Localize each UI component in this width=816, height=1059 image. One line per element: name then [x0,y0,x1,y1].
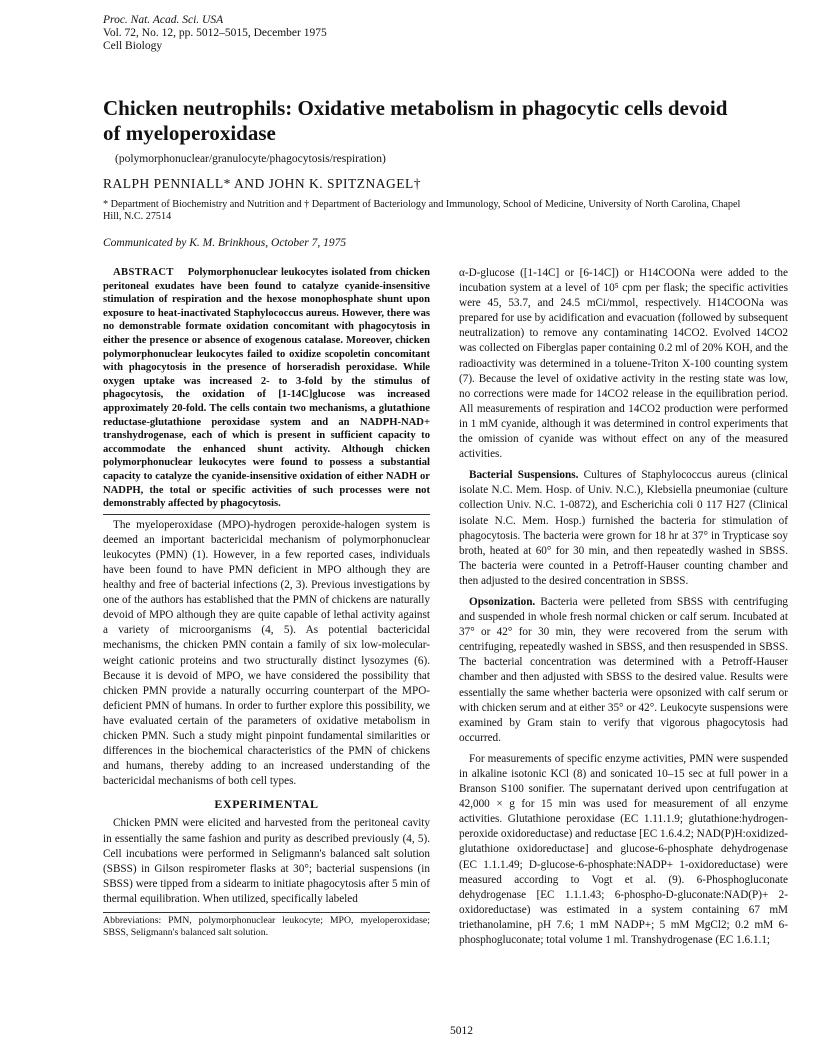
left-column [103,266,430,939]
abstract-divider [103,514,430,515]
abstract-text: Polymorphonuclear leukocytes isolated from chicken peritoneal exudates have been found to catalyze cyanide-insensitive stimulation of respiration and the hexose monophosphate shunt upon exposure to heat-inactivated Staphylococcus aureus. However, there was no demonstrable formate oxidation concomitant with phagocytosis in either the presence or absence of exogenous catalase. Moreover, chicken polymorphonuclear leukocytes failed to oxidize scopoletin concomitant with phagocytosis in the presence of horseradish peroxidase. While oxygen uptake was increased 2- to 3-fold by the stimulus of phagocytosis, the oxidation of [1-14C]glucose was increased approximately 20-fold. The cells contain two mechanisms, a glutathione reductase-glutathione peroxidase system and an NADPH-NAD+ transhydrogenase, each of which is present in sufficient capacity to accommodate the enhanced shunt activity. Although chicken polymorphonuclear leukocytes were found to possess a substantial capacity to catalyze the cyanide-insensitive oxidation of either NADH or NADPH, the total or specific activities of such processes were not demonstrably affected by phagocytosis. [103,267,430,510]
opsonization-text: Bacteria were pelleted from SBSS with centrifuging and suspended in whole fresh normal chicken or calf serum. Incubated at 37° or 42° for 30 min, they were recovered from the serum with centrifuging, repeatedly washed in SBSS, and then resuspended in SBSS. The bacterial concentration was determined with a Petroff-Hauser chamber and then adjusted with SBSS to the desired value. Results were essentially the same whether bacteria were opsonized with calf serum or with chicken serum and at either 35° or 42°. Leukocyte suspensions were examined by Gram stain to verify that vigorous phagocytosis had occurred. [459,595,789,744]
journal-header [103,14,327,53]
abstract [103,266,430,511]
article-title: Chicken neutrophils: Oxidative metabolism in phagocytic cells devoid of myeloperoxidase [103,96,728,145]
journal-name: Proc. Nat. Acad. Sci. USA [103,14,224,26]
experimental-heading: EXPERIMENTAL [214,797,319,812]
abbreviations-footnote: Abbreviations: PMN, polymorphonuclear leukocyte; MPO, myeloperoxidase; SBSS, Seligmann's balanced salt solution. [103,912,430,939]
journal-volume: Vol. 72, No. 12, pp. 5012–5015, December 1975 [103,27,327,39]
affiliation: * Department of Biochemistry and Nutrition and † Department of Bacteriology and Immunology, School of Medicine, University of North Carolina, Chapel Hill, N.C. 27514 [103,199,741,222]
opsonization-paragraph [459,595,788,746]
experimental-paragraph: Chicken PMN were elicited and harvested from the peritoneal cavity in essentially the same fashion and purity as described previously (4, 5). Cell incubations were performed in Seligmann's balanced salt solution (SBSS) in Gilson respirometer flasks at 30°; bacterial suspensions (in SBSS) were tipped from a sidearm to initiate phagocytosis after 5 min of thermal equilibration. When utilized, specifically labeled [103,817,430,905]
bacterial-suspensions-heading: Bacterial Suspensions. [469,469,579,482]
labeling-paragraph: α-D-glucose ([1-14C] or [6-14C]) or H14COONa were added to the incubation system at a level of 10⁵ cpm per flask; the specific activities were 45, 53.7, and 24.5 mCi/mmol, respectively. H14COONa was prepared for use by acidification and evacuation (followed by subsequent neutralization) to remove any contaminating 14CO2. Evolved 14CO2 was collected on Fiberglas paper containing 0.2 ml of 20% KOH, and the radioactivity was determined in a toluene-Triton X-100 counting system (7). Because the level of oxidative activity in the resting state was low, no corrections were made for 14CO2 release in the equilibration period. All measurements of respiration and 14CO2 production were performed in 1 mM cyanide, although it was determined in control experiments that the omission of cyanide was without effect on any of the measured activities. [459,267,788,461]
intro-paragraph: The myeloperoxidase (MPO)-hydrogen peroxide-halogen system is deemed an important bactericidal mechanism of polymorphonuclear leukocytes (PMN) (1). However, in a few reported cases, individuals have been found to have PMN deficient in MPO although they are healthy and free of bacterial infections (2, 3). Previous investigations by one of the authors has established that the PMN of chickens are naturally devoid of MPO although they are quite capable of lethal activity against a variety of microorganisms (4, 5). As potential bactericidal mechanisms, the chicken PMN contain a family of six low-molecular-weight cationic proteins and two structurally distinct lysozymes (6). Because it is devoid of MPO, we have considered the possibility that chicken PMN provide a naturally occurring counterpart of the MPO-deficient PMN of humans. In order to further explore this possibility, we have evaluated certain of the parameters of oxidative metabolism in chicken PMN. Such a study might pinpoint fundamental similarities or differences in the biochemical characteristics of the PMN of chickens and humans, thereby adding to an increased understanding of the bactericidal mechanisms of both cell types. [103,518,430,788]
journal-section: Cell Biology [103,40,163,52]
right-column [459,266,788,948]
bacterial-suspensions-paragraph [459,468,788,589]
keywords: (polymorphonuclear/granulocyte/phagocytosis/respiration) [115,153,386,165]
enzyme-paragraph: For measurements of specific enzyme activities, PMN were suspended in alkaline isotonic KCl (8) and sonicated 10–15 sec at full power in a Branson S100 sonifier. The supernatant derived upon centrifugation at 42,000 × g for 15 min was used for measurement of all enzyme activities. Glutathione peroxidase (EC 1.11.1.9; glutathione:hydrogen-peroxide oxidoreductase) and reductase [EC 1.6.4.2; NAD(P)H:oxidized-glutathione oxidoreductase] and glucose-6-phosphate dehydrogenase (EC 1.1.1.49; D-glucose-6-phosphate:NADP+ 1-oxidoreductase) were measured according to Vogt et al. (9). 6-Phosphogluconate dehydrogenase [EC 1.1.1.43; 6-phospho-D-gluconate:NAD(P)+ 2-oxidoreductase) was estimated in a system containing 67 mM triethanolamine, pH 7.6; 1 mM NADP+; 5 mM MgCl2; 0.2 mM 6-phosphogluconate; total volume 1 ml. Transhydrogenase (EC 1.6.1.1; [459,752,788,947]
communicated-by: Communicated by K. M. Brinkhous, October 7, 1975 [103,237,347,249]
bacterial-suspensions-text: Cultures of Staphylococcus aureus (clinical isolate N.C. Mem. Hosp. of Univ. N.C.), Klebsiella pneumoniae (culture collection Univ. N.C. 1-0872), and Escherichia coli 0 117 H27 (Clinical isolate N.C. Mem. Hosp.) furnished the bacteria for stimulation of phagocytosis. The bacteria were grown for 18 hr at 37° in Trypticase soy broth, heated at 60° for 30 min, and then repeatedly washed in SBSS. The bacteria were counted in a Petroff-Hauser counting chamber and then adjusted to the desired concentration in SBSS. [459,469,789,587]
opsonization-heading: Opsonization. [469,595,536,608]
abstract-label: ABSTRACT [113,267,174,278]
page-number: 5012 [450,1025,473,1037]
authors: RALPH PENNIALL* AND JOHN K. SPITZNAGEL† [103,176,421,191]
